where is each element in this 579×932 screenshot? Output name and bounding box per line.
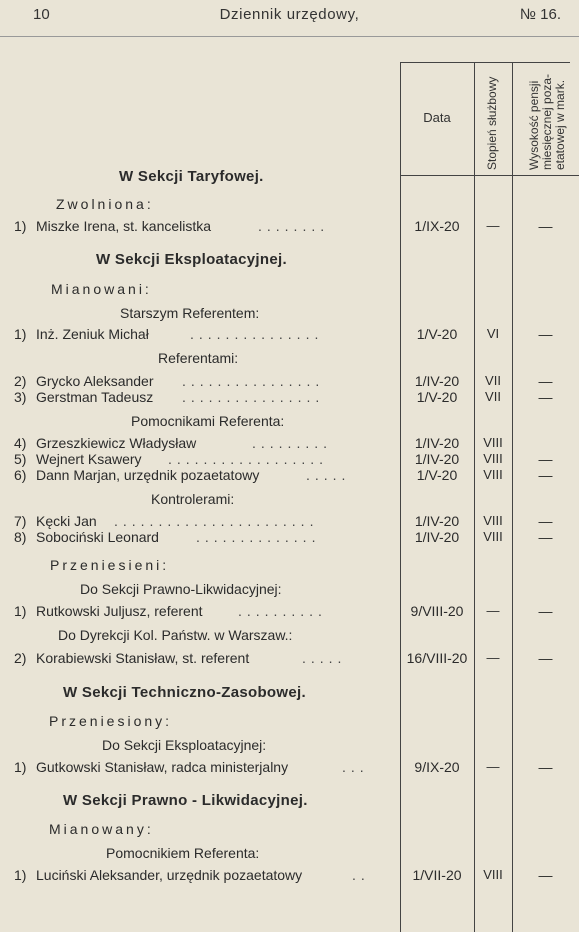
table-row	[0, 218, 579, 238]
salary-cell: —	[538, 218, 553, 234]
leader-dots: ...............	[190, 326, 324, 342]
row-number: 1)	[14, 867, 27, 883]
degree-column-header: Stopień służbowy	[485, 76, 499, 170]
leader-dots: ..	[352, 867, 370, 883]
person-name: Luciński Aleksander, urzędnik pozaetatowy	[36, 867, 303, 883]
leader-dots: .......................	[114, 513, 319, 529]
issue-number: № 16.	[519, 6, 561, 23]
table-row	[0, 389, 579, 409]
table-header-rule	[400, 175, 579, 176]
subgroup-heading: Referentami:	[158, 350, 239, 366]
date-cell: 1/IV-20	[414, 435, 460, 451]
row-number: 8)	[14, 529, 27, 545]
degree-cell: VIII	[483, 435, 503, 450]
person-name: Rutkowski Juljusz, referent	[36, 603, 203, 619]
row-number: 1)	[14, 218, 27, 234]
date-cell: 1/V-20	[416, 467, 458, 483]
row-number: 1)	[14, 759, 27, 775]
degree-cell: VI	[486, 326, 500, 341]
degree-cell: —	[486, 218, 500, 233]
person-name: Wejnert Ksawery	[36, 451, 142, 467]
subgroup-heading: Pomocnikiem Referenta:	[106, 845, 260, 861]
date-cell: 1/IV-20	[414, 529, 460, 545]
degree-cell: —	[486, 650, 500, 665]
leader-dots: ..............	[196, 529, 321, 545]
group-heading: Mianowani:	[51, 281, 152, 297]
degree-cell: VIII	[483, 451, 503, 466]
table-row	[0, 867, 579, 887]
table-row	[0, 467, 579, 487]
degree-cell: VII	[485, 389, 501, 404]
person-name: Gerstman Tadeusz	[36, 389, 154, 405]
leader-dots: ........	[258, 218, 330, 234]
person-name: Gutkowski Stanisław, radca ministerjalny	[36, 759, 289, 775]
salary-cell: —	[538, 373, 553, 389]
section-title: W Sekcji Taryfowej.	[119, 168, 264, 185]
subgroup-heading: Do Sekcji Eksploatacyjnej:	[102, 737, 267, 753]
degree-cell: —	[486, 759, 500, 774]
degree-cell: VII	[485, 373, 501, 388]
salary-cell: —	[538, 451, 553, 467]
table-row	[0, 529, 579, 549]
table-row	[0, 603, 579, 623]
group-heading: Przeniesieni:	[50, 557, 170, 573]
person-name: Grycko Aleksander	[36, 373, 154, 389]
degree-cell: VIII	[483, 529, 503, 544]
person-name: Sobociński Leonard	[36, 529, 159, 545]
person-name: Dann Marjan, urzędnik pozaetatowy	[36, 467, 260, 483]
salary-cell: —	[538, 529, 553, 545]
leader-dots: ................	[182, 389, 325, 405]
date-cell: 1/V-20	[416, 389, 458, 405]
table-row	[0, 650, 579, 670]
subgroup-heading: Pomocnikami Referenta:	[131, 413, 285, 429]
salary-cell: —	[538, 650, 553, 666]
degree-cell: VIII	[483, 867, 503, 882]
group-heading: Mianowany:	[49, 821, 154, 837]
person-name: Grzeszkiewicz Władysław	[36, 435, 197, 451]
person-name: Kęcki Jan	[36, 513, 97, 529]
row-number: 5)	[14, 451, 27, 467]
table-row	[0, 759, 579, 779]
date-cell: 16/VIII-20	[406, 650, 468, 666]
degree-cell: —	[486, 603, 500, 618]
degree-cell: VIII	[483, 467, 503, 482]
date-cell: 1/IV-20	[414, 513, 460, 529]
date-cell: 1/VII-20	[412, 867, 462, 883]
degree-column-left-rule	[474, 62, 475, 932]
salary-cell: —	[538, 759, 553, 775]
leader-dots: .........	[252, 435, 333, 451]
date-cell: 1/V-20	[416, 326, 458, 342]
leader-dots: ...	[342, 759, 369, 775]
page-title: Dziennik urzędowy,	[219, 6, 360, 23]
salary-column-header-line2: miesięcznej poza-	[540, 73, 554, 170]
leader-dots: ................	[182, 373, 325, 389]
salary-column-left-rule	[512, 62, 513, 932]
group-heading: Zwolniona:	[56, 196, 154, 212]
leader-dots: .....	[306, 467, 351, 483]
subgroup-heading: Do Sekcji Prawno-Likwidacyjnej:	[80, 581, 282, 597]
leader-dots: ..........	[238, 603, 327, 619]
row-number: 1)	[14, 326, 27, 342]
salary-cell: —	[538, 513, 553, 529]
group-heading: Przeniesiony:	[49, 713, 173, 729]
person-name: Korabiewski Stanisław, st. referent	[36, 650, 250, 666]
header-rule	[0, 36, 579, 37]
subgroup-heading: Kontrolerami:	[151, 491, 235, 507]
date-cell: 1/IX-20	[414, 218, 460, 234]
table-top-rule	[400, 62, 570, 63]
leader-dots: .....	[302, 650, 347, 666]
degree-cell: VIII	[483, 513, 503, 528]
date-column-header: Data	[423, 110, 451, 125]
salary-cell: —	[538, 603, 553, 619]
row-number: 1)	[14, 603, 27, 619]
date-cell: 1/IV-20	[414, 451, 460, 467]
row-number: 2)	[14, 373, 27, 389]
salary-cell: —	[538, 867, 553, 883]
date-cell: 9/VIII-20	[410, 603, 464, 619]
section-title: W Sekcji Prawno - Likwidacyjnej.	[63, 792, 308, 809]
person-name: Inż. Zeniuk Michał	[36, 326, 149, 342]
person-name: Miszke Irena, st. kancelistka	[36, 218, 212, 234]
row-number: 6)	[14, 467, 27, 483]
date-cell: 9/IX-20	[414, 759, 460, 775]
section-title: W Sekcji Techniczno-Zasobowej.	[63, 684, 306, 701]
date-cell: 1/IV-20	[414, 373, 460, 389]
row-number: 4)	[14, 435, 27, 451]
row-number: 7)	[14, 513, 27, 529]
salary-column-header-line1: Wysokość pensji	[527, 80, 541, 170]
date-column-left-rule	[400, 62, 401, 932]
subgroup-heading: Starszym Referentem:	[120, 305, 260, 321]
salary-cell: —	[538, 326, 553, 342]
row-number: 2)	[14, 650, 27, 666]
salary-cell: —	[538, 467, 553, 483]
salary-cell: —	[538, 389, 553, 405]
page-number: 10	[33, 6, 50, 23]
row-number: 3)	[14, 389, 27, 405]
leader-dots: ..................	[168, 451, 329, 467]
subgroup-heading: Do Dyrekcji Kol. Państw. w Warszaw.:	[58, 627, 293, 643]
salary-column-header-line3: etatowej w mark.	[553, 79, 567, 170]
table-row	[0, 326, 579, 346]
section-title: W Sekcji Eksploatacyjnej.	[96, 251, 287, 268]
